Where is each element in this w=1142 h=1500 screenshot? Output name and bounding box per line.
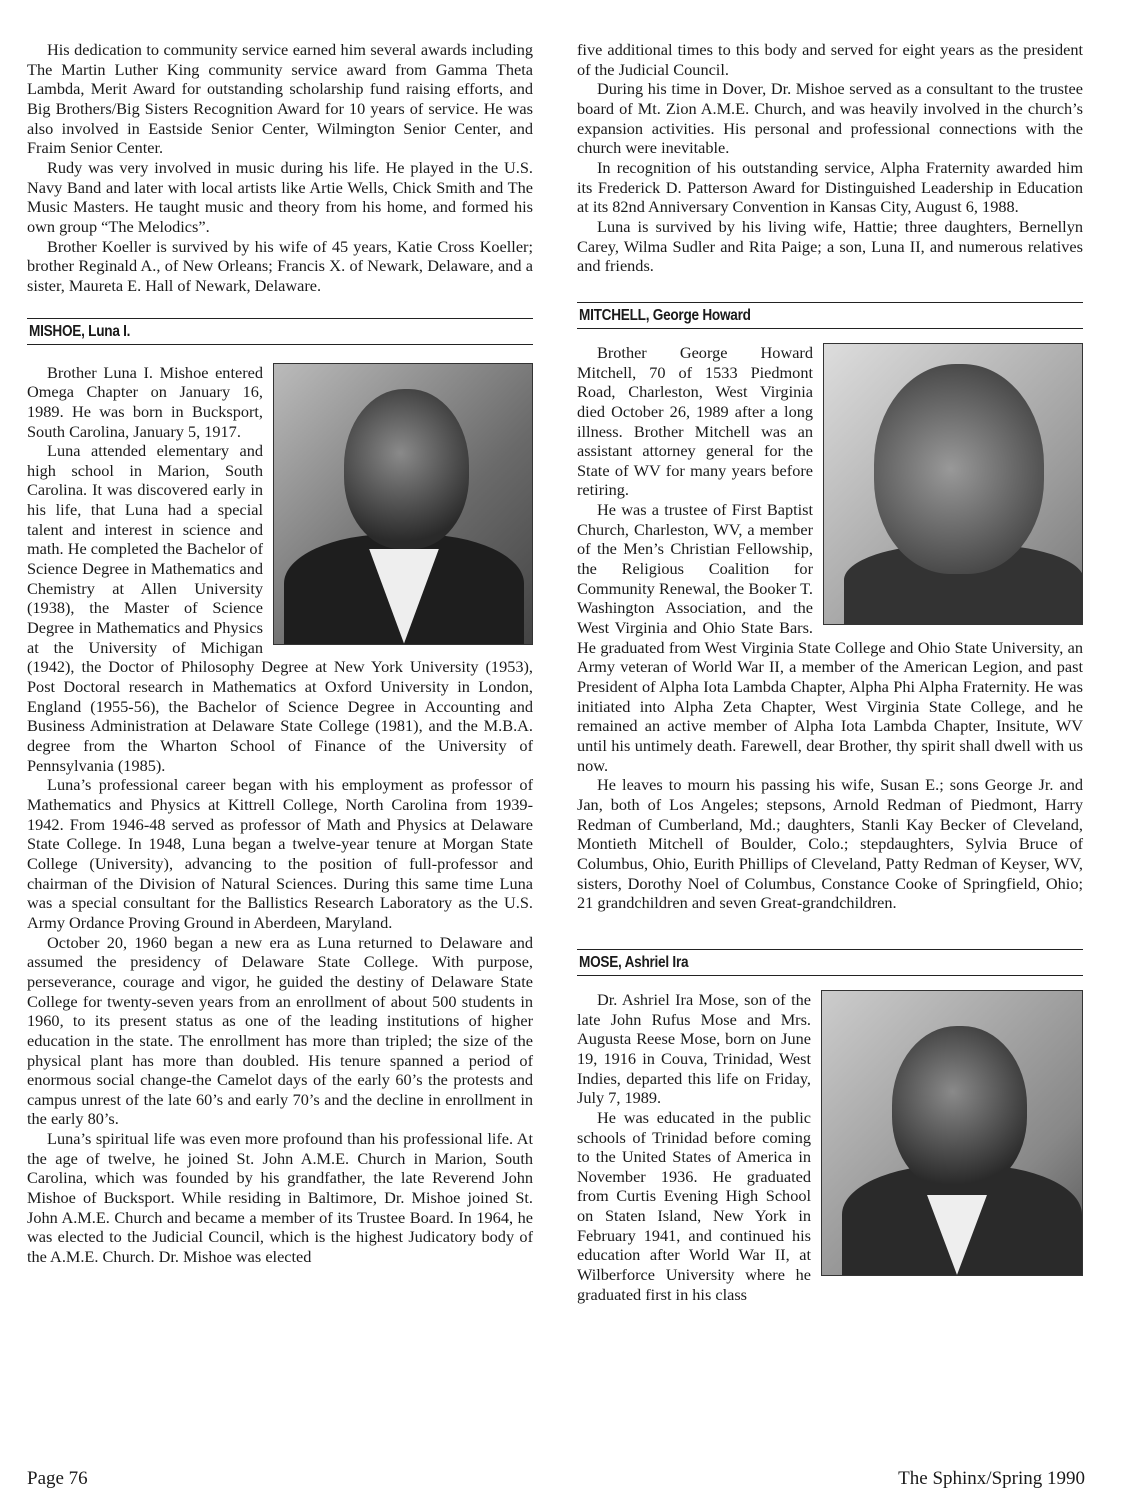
paragraph: Brother Koeller is survived by his wife of 45 years, Katie Cross Koeller; brother Reginald A., of New Orleans; Francis X. of Newark, Delaware, and a sister, Maureta E. Hall of Newark, Delaware.: [27, 236, 533, 295]
paragraph: He was a trustee of First Baptist Church, Charleston, WV, a member of the Men’s Christian Fellowship, the Religious Coalition for Community Renewal, the Booker T. Washington Association, and the West Virginia and Ohio State Bars. He graduated from West Virginia State College and Ohio State University, an Army veteran of World War II, a member of the American Legion, and past President of Alpha Iota Lambda Chapter, Alpha Phi Alpha Fraternity. He was initiated into Alpha Zeta Chapter, West Virginia State College, and he remained an active member of Alpha Iota Lambda Chapter, Insitute, WV until his untimely death. Farewell, dear Brother, thy spirit shall dwell with us now.: [577, 500, 1083, 775]
portrait-photo-mishoe: [273, 363, 533, 645]
paragraph: Luna’s professional career began with his employment as professor of Mathematics and Physics at Kittrell College, North Carolina from 1939-1942. From 1946-48 served as professor of Math and Physics at Delaware State College. In 1948, Luna began a twelve-year tenure at Morgan State College (University), advancing to the position of full-professor and chairman of the Division of Natural Sciences. During this same time Luna was a special consultant for the Ballistics Research Laboratory as the U.S. Army Ordance Proving Ground in Aberdeen, Maryland.: [27, 775, 533, 932]
right-column: [577, 40, 1083, 1304]
paragraph: Brother George Howard Mitchell, 70 of 1533 Piedmont Road, Charleston, West Virginia died October 26, 1989 after a long illness. Brother Mitchell was an assistant attorney general for the State of WV for many years before retiring.: [577, 342, 813, 500]
portrait-photo-mose: [821, 990, 1083, 1276]
paragraph: His dedication to community service earned him several awards including The Martin Luther King community service award from Gamma Theta Lambda, Merit Award for outstanding scholarship fund raising efforts, and Big Brothers/Big Sisters Recognition Award for 10 years of service. He was also involved in Eastside Senior Center, Wilmington Senior Center, and Fraim Senior Center.: [27, 40, 533, 158]
paragraph: He was educated in the public schools of Trinidad before coming to the United States of America in November 1936. He graduated from Curtis Evening High School on Staten Island, New York in February 1941, and continued his education after World War II, at Wilberforce University where he graduated first in his class: [577, 1107, 811, 1304]
obituary-heading-mitchell: MITCHELL, George Howard: [577, 302, 1083, 329]
paragraph: He leaves to mourn his passing his wife, Susan E.; sons George Jr. and Jan, both of Los Angeles; stepsons, Arnold Redman of Piedmont, Harry Redman of Cumberland, Md.; daughters, Stanli Kay Becker of Cleveland, Montieth Mitchell of Boulder, Colo.; stepdaughters, Sylvia Bruce of Columbus, Ohio, Eurith Phillips of Cleveland, Patty Redman of Keyser, WV, sisters, Dorothy Noel of Columbus, Constance Cooke of Springfield, Ohio; 21 grandchildren and seven Great-grandchildren.: [577, 775, 1083, 913]
paragraph: In recognition of his outstanding service, Alpha Fraternity awarded him its Frederick D. Patterson Award for Distinguished Leadership in Education at its 82nd Anniversary Convention in Kansas City, August 6, 1988.: [577, 157, 1083, 217]
paragraph: Rudy was very involved in music during his life. He played in the U.S. Navy Band and later with local artists like Artie Wells, Chick Smith and The Music Masters. He taught music and theory from his home, and formed his own group “The Melodics”.: [27, 157, 533, 236]
paragraph: Luna attended elementary and high school in Marion, South Carolina. It was discovered early in his life, that Luna had a special talent and interest in science and math. He completed the Bachelor of Science Degree in Mathematics and Chemistry at Allen University (1938), the Master of Science Degree in Mathematics and Physics at the University of Michigan (1942), the Doctor of Philosophy Degree at New York University (1953), Post Doctoral research in Mathematics at Oxford University in London, England (1955-56), the Bachelor of Science Degree in Accounting and Business Administration at Delaware State College (1981), and the M.B.A. degree from the Wharton School of Finance of the University of Pennsylvania (1985).: [27, 441, 533, 775]
paragraph: Dr. Ashriel Ira Mose, son of the late John Rufus Mose and Mrs. Augusta Reese Mose, born on June 19, 1916 in Couva, Trinidad, West Indies, departed this life on Friday, July 7, 1989.: [577, 989, 811, 1108]
page-number: Page 76: [27, 1468, 88, 1489]
paragraph: During his time in Dover, Dr. Mishoe served as a consultant to the trustee board of Mt. Zion A.M.E. Church, and was heavily involved in the church’s expansion activities. His personal and professional connections with the church were inevitable.: [577, 79, 1083, 158]
paragraph: five additional times to this body and served for eight years as the president of the Judicial Council.: [577, 40, 1083, 79]
left-column: [27, 40, 533, 1267]
paragraph: October 20, 1960 began a new era as Luna returned to Delaware and assumed the presidency of Delaware State College. With purpose, perseverance, courage and vigor, he guided the destiny of Delaware State College for twenty-seven years from an enrollment of about 500 students in 1960, to its present status as one of the leading institutions of higher education in the state. The enrollment has more than tripled; the size of the physical plant has more than doubled. His tenure spanned a period of enormous social change-the Camelot days of the early 60’s the protests and campus unrest of the late 60’s and early 70’s and the decline in enrollment in the early 80’s.: [27, 932, 533, 1129]
paragraph: Luna’s spiritual life was even more profound than his professional life. At the age of twelve, he joined St. John A.M.E. Church in Marion, South Carolina, which was founded by his grandfather, the late Reverend John Mishoe of Bucksport. While residing in Baltimore, Dr. Mishoe joined St. John A.M.E. Church and became a member of its Trustee Board. In 1964, he was elected to the Judicial Council, which is the highest Judicatory body of the A.M.E. Church. Dr. Mishoe was elected: [27, 1129, 533, 1267]
obituary-heading-mishoe: MISHOE, Luna I.: [27, 318, 533, 345]
paragraph: Brother Luna I. Mishoe entered Omega Chapter on January 16, 1989. He was born in Bucksport, South Carolina, January 5, 1917.: [27, 362, 263, 441]
issue-title: The Sphinx/Spring 1990: [898, 1468, 1085, 1489]
portrait-photo-mitchell: [823, 343, 1083, 625]
obituary-heading-mose: MOSE, Ashriel Ira: [577, 949, 1083, 976]
paragraph: Luna is survived by his living wife, Hattie; three daughters, Bernellyn Carey, Wilma Sudler and Rita Paige; a son, Luna II, and numerous relatives and friends.: [577, 216, 1083, 276]
